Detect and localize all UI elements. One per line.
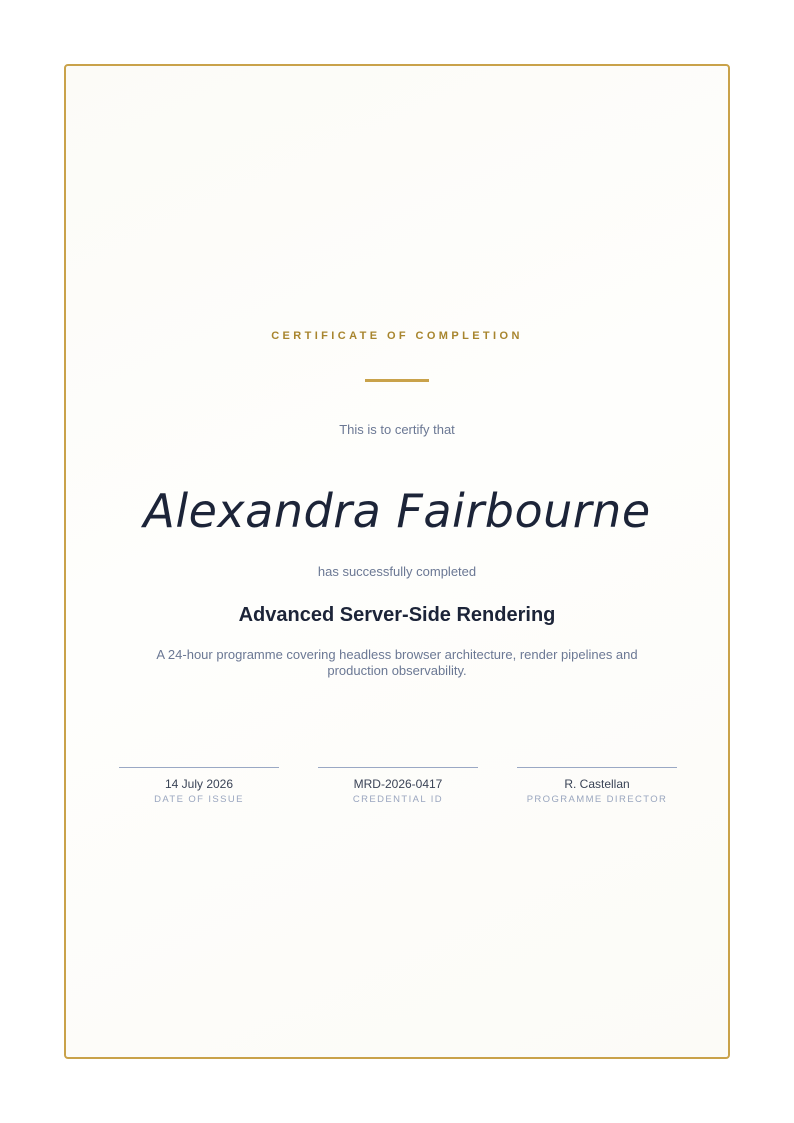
signature-line xyxy=(318,767,478,768)
course-description: A 24-hour programme covering headless browser architecture, render pipelines and production observability. xyxy=(156,647,638,678)
director-name-value: R. Castellan xyxy=(564,777,630,791)
signature-block-date xyxy=(119,767,279,805)
signature-line xyxy=(517,767,677,768)
credential-id-value: MRD-2026-0417 xyxy=(353,777,443,791)
completed-text: has successfully completed xyxy=(317,564,477,579)
certificate-content xyxy=(66,66,728,1057)
director-label: PROGRAMME DIRECTOR xyxy=(526,794,668,805)
certificate-kicker: CERTIFICATE OF COMPLETION xyxy=(271,330,523,342)
recipient-name: Alexandra Fairbourne xyxy=(143,484,651,538)
credential-id-label: CREDENTIAL ID xyxy=(352,794,444,805)
issue-date-label: DATE OF ISSUE xyxy=(154,794,244,805)
gold-divider xyxy=(365,379,429,382)
certify-text: This is to certify that xyxy=(339,422,455,437)
signature-line xyxy=(119,767,279,768)
signature-block-director xyxy=(517,767,677,805)
issue-date-value: 14 July 2026 xyxy=(164,777,234,791)
certificate-frame xyxy=(64,64,730,1059)
course-title: Advanced Server-Side Rendering xyxy=(238,604,556,626)
signature-block-credential xyxy=(318,767,478,805)
